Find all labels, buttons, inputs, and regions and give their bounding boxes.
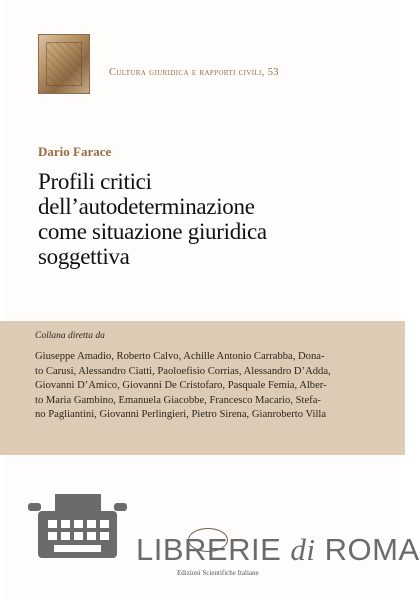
book-title: [38, 169, 388, 269]
watermark-logo-text: [136, 534, 420, 565]
title-line-3: come situazione giuridica: [38, 219, 267, 244]
series-title: Cultura giuridica e rapporti civili, 53: [109, 67, 279, 78]
watermark-suffix: ROMA: [315, 532, 420, 567]
title-line-1: Profili critici: [38, 169, 152, 194]
watermark-prefix: LIBRERIE: [136, 532, 291, 567]
publisher-name: Edizioni Scientifiche Italiane: [177, 569, 259, 577]
cover-artwork: [38, 34, 90, 94]
director-line-4: to Maria Gambino, Emanuela Giacobbe, Francesco Macario, Stefa-: [35, 394, 321, 406]
title-line-4: soggettiva: [38, 244, 130, 269]
director-line-1: Giuseppe Amadio, Roberto Calvo, Achille Antonio Carrabba, Dona-: [35, 351, 325, 362]
director-line-3: Giovanni D’Amico, Giovanni De Cristofaro, Pasquale Femia, Alber-: [35, 380, 327, 392]
editorial-board-list: [35, 350, 375, 423]
watermark-italic: di: [290, 532, 316, 567]
title-line-2: dell’autodeterminazione: [38, 194, 255, 219]
director-line-5: no Pagliantini, Giovanni Perlingieri, Pietro Sirena, Gianroberto Villa: [35, 409, 327, 421]
typewriter-icon: [28, 493, 127, 561]
director-line-2: to Carusi, Alessandro Ciatti, Paoloefisio Corrias, Alessandro D’Adda,: [35, 365, 331, 377]
author-name: Dario Farace: [38, 144, 112, 159]
collana-label: Collana diretta da: [35, 331, 105, 341]
